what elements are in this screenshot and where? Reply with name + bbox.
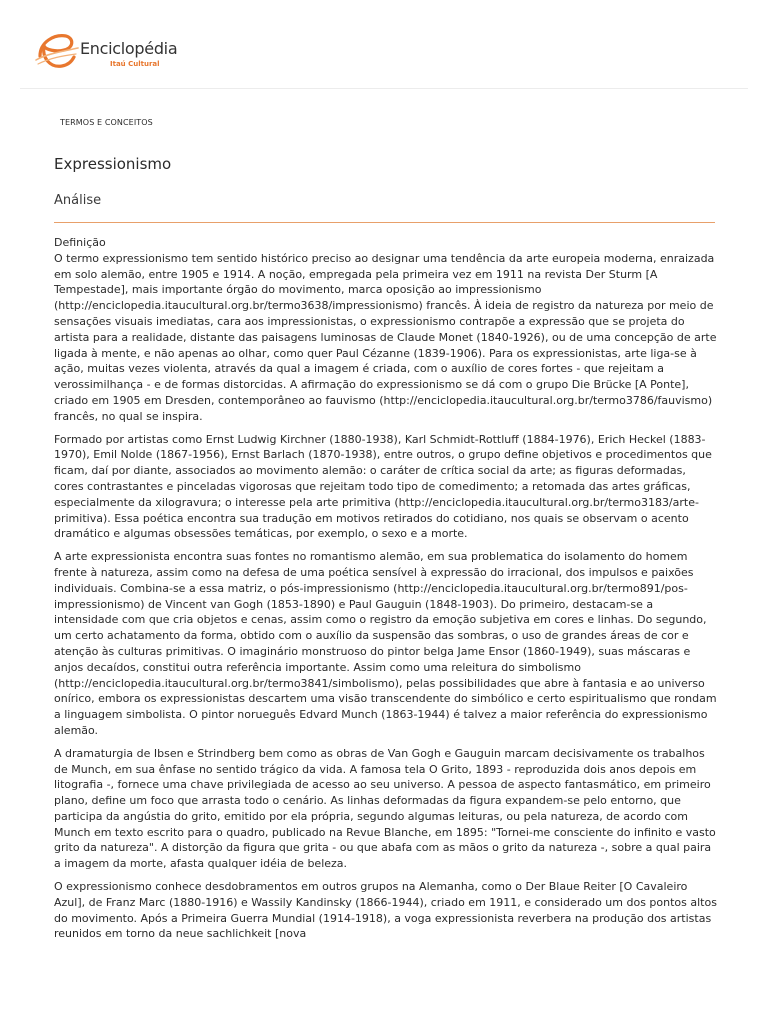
site-logo[interactable] xyxy=(34,24,184,78)
logo-title: Enciclopédia xyxy=(80,39,178,58)
article-body xyxy=(54,235,718,949)
logo-subtitle: Itaú Cultural xyxy=(110,60,160,68)
article-paragraph: Formado por artistas como Ernst Ludwig Kirchner (1880-1938), Karl Schmidt-Rottluff (1884-1976), Erich Heckel (1883-1970), Emil Nolde (1867-1956), Ernst Barlach (1870-1938), entre outros, o grupo define objetivos e procedimentos que ficam, daí por diante, associados ao movimento alemão: o caráter de crítica social da arte; as figuras deformadas, cores contrastantes e pinceladas vigorosas que rejeitam todo tipo de comedimento; a retomada das artes gráficas, especialmente da xilogravura; o interesse pela arte primitiva (http://enciclopedia.itaucultural.org.br/termo3183/arte-primitiva). Essa poética encontra sua tradução em motivos retirados do cotidiano, nos quais se observam o acento dramático e algumas obsessões temáticas, por exemplo, o sexo e a morte. xyxy=(54,432,712,541)
section-label[interactable]: TERMOS E CONCEITOS xyxy=(60,118,153,127)
subtitle-rule xyxy=(54,222,715,223)
enciclopedia-logo-icon xyxy=(34,28,80,74)
header-divider xyxy=(20,88,748,89)
page-title: Expressionismo xyxy=(54,155,172,173)
article-paragraph: A arte expressionista encontra suas fontes no romantismo alemão, em sua problematica do isolamento do homem frente à natureza, assim como na defesa de uma poética sensível à expressão do irracional, dos impulsos e paixões individuais. Combina-se a essa matriz, o pós-impressionismo (http://enciclopedia.itaucultural.org.br/termo891/pos-impressionismo) de Vincent van Gogh (1853-1890) e Paul Gauguin (1848-1903). Do primeiro, destacam-se a intensidade com que cria objetos e cenas, assim como o registro da emoção subjetiva em cores e linhas. Do segundo, um certo achatamento da forma, obtido com o auxílio da suspensão das sombras, o uso de grandes áreas de cor e atenção às culturas primitivas. O imaginário monstruoso do pintor belga Jame Ensor (1860-1949), suas máscaras e anjos decaídos, constitui outra referência importante. Assim como uma releitura do simbolismo (http://enciclopedia.itaucultural.org.br/termo3841/simbolismo), pelas possibilidades que abre à fantasia e ao universo onírico, embora os expressionistas descartem uma visão transcendente do simbólico e certo espiritualismo que rondam a linguagem simbolista. O pintor norueguês Edvard Munch (1863-1944) é talvez a maior referência do expressionismo alemão. xyxy=(54,550,717,737)
article-heading: Definição xyxy=(54,236,106,249)
article-paragraph: A dramaturgia de Ibsen e Strindberg bem como as obras de Van Gogh e Gauguin marcam decisivamente os trabalhos de Munch, em sua ênfase no sentido trágico da vida. A famosa tela O Grito, 1893 - reproduzida dois anos depois em litografia -, fornece uma chave privilegiada de acesso ao seu universo. A pessoa de aspecto fantasmático, em primeiro plano, define um foco que arrasta todo o cenário. As linhas deformadas da figura expandem-se pelo entorno, que participa da angústia do grito, emitido por ela própria, segundo algumas leituras, ou pela natureza, de acordo com Munch em texto escrito para o quadro, publicado na Revue Blanche, em 1895: "Tornei-me consciente do infinito e vasto grito da natureza". A distorção da figura que grita - ou que abafa com as mãos o grito da natureza -, sobre a qual paira a imagem da morte, afasta qualquer idéia de beleza. xyxy=(54,746,716,871)
page-subtitle: Análise xyxy=(54,193,102,208)
article-paragraph: O termo expressionismo tem sentido histórico preciso ao designar uma tendência da arte europeia moderna, enraizada em solo alemão, entre 1905 e 1914. A noção, empregada pela primeira vez em 1911 na revista Der Sturm [A Tempestade], mais importante órgão do movimento, marca oposição ao impressionismo (http://enciclopedia.itaucultural.org.br/termo3638/impressionismo) francês. À ideia de registro da natureza por meio de sensações visuais imediatas, cara aos impressionistas, o expressionismo contrapõe a expressão que se projeta do artista para a realidade, distante das paisagens luminosas de Claude Monet (1840-1926), ou de uma concepção de arte ligada à mente, e não apenas ao olhar, como quer Paul Cézanne (1839-1906). Para os expressionistas, arte liga-se à ação, muitas vezes violenta, através da qual a imagem é criada, com o auxílio de cores fortes - que rejeitam a verossimilhança - e de formas distorcidas. A afirmação do expressionismo se dá com o grupo Die Brücke [A Ponte], criado em 1905 em Dresden, contemporâneo ao fauvismo (http://enciclopedia.itaucultural.org.br/termo3786/fauvismo) francês, no qual se inspira. xyxy=(54,251,717,423)
article-paragraph: O expressionismo conhece desdobramentos em outros grupos na Alemanha, como o Der Blaue Reiter [O Cavaleiro Azul], de Franz Marc (1880-1916) e Wassily Kandinsky (1866-1944), criado em 1911, e considerado um dos pontos altos do movimento. Após a Primeira Guerra Mundial (1914-1918), a voga expressionista reverbera na produção dos artistas reunidos em torno da neue sachlichkeit [nova xyxy=(54,880,717,941)
